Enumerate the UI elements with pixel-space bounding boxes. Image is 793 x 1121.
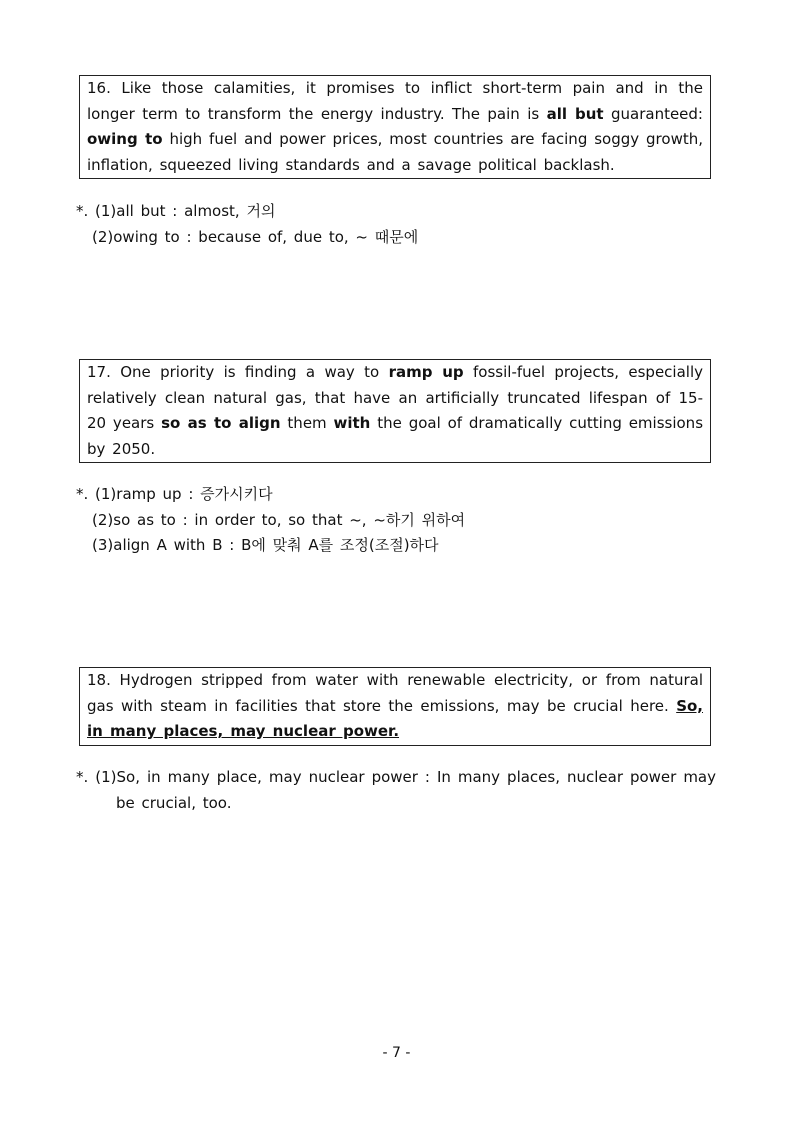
passage-text: fossil-fuel projects, especially relatively clean natural gas, that have an artificially truncated lifespan of 15-20 years (87, 363, 703, 433)
passage-text: guaranteed: (603, 104, 703, 123)
passage-text: high fuel and power prices, most countries are facing soggy growth, inflation, squeezed living standards and a savage political backlash. (87, 130, 703, 174)
note-line: (2)owing to : because of, due to, ~ 때문에 (92, 227, 419, 246)
passage-18-box (79, 667, 711, 746)
note-line: *. (1)ramp up : 증가시키다 (76, 485, 273, 503)
passage-number: 17. (87, 363, 111, 381)
passage-number: 18. (87, 671, 111, 689)
key-phrase: ramp up (388, 363, 464, 381)
page-number: - 7 - (382, 1045, 411, 1061)
passage-16-box (79, 75, 711, 179)
note-line: (2)so as to : in order to, so that ~, ~하기 위하여 (92, 510, 466, 529)
passage-number: 16. (87, 79, 111, 97)
key-phrase: So, in many places, may nuclear power. (87, 696, 703, 741)
note-line: *. (1)So, in many place, may nuclear power : In many places, nuclear power may (76, 768, 716, 786)
note-line: *. (1)all but : almost, 거의 (76, 202, 276, 220)
passage-text: Like those calamities, it promises to inflict short-term pain and in the longer term to transform the energy industry. The pain is (87, 79, 703, 123)
passage-text: Hydrogen stripped from water with renewable electricity, or from natural gas with steam in facilities that store the emissions, may be crucial here. (87, 671, 703, 715)
passage-text: them (280, 414, 334, 433)
key-phrase: owing to (87, 130, 163, 149)
notes-16 (76, 199, 716, 250)
passage-text: One priority is finding a way to (120, 363, 389, 381)
note-line: be crucial, too. (116, 793, 232, 812)
note-line: (3)align A with B : B에 맞춰 A를 조정(조절)하다 (92, 536, 439, 555)
notes-17 (76, 482, 716, 559)
key-phrase: with (333, 414, 371, 433)
key-phrase: all but (546, 104, 604, 123)
passage-17-box (79, 359, 711, 463)
key-phrase: so as to align (161, 414, 281, 433)
notes-18 (76, 765, 716, 816)
passage-text: the goal of dramatically cutting emissions by 2050. (87, 414, 704, 458)
